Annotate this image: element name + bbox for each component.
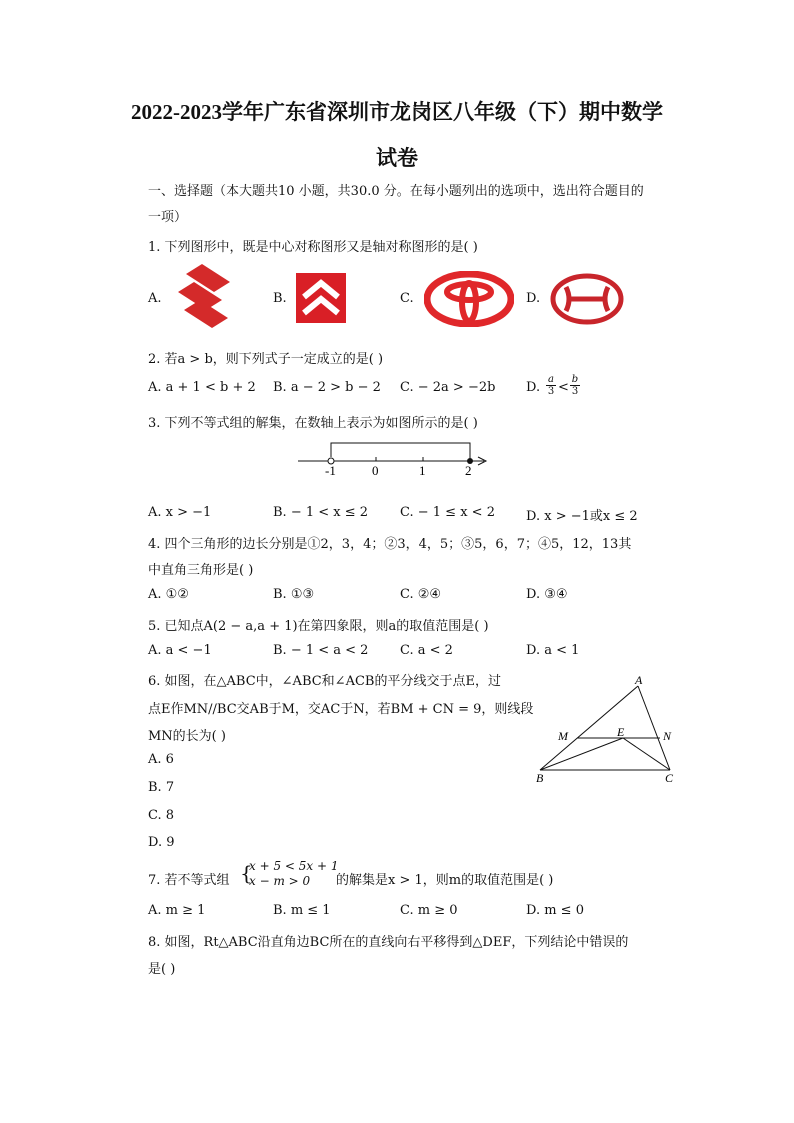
q1-option-b-label: B. (273, 291, 287, 306)
point-m-label: M (558, 729, 568, 743)
q2-d-fraction-2 (570, 374, 580, 397)
point-c-label: C (665, 771, 674, 785)
q7-option-a: A. m ≥ 1 (148, 903, 206, 918)
suzuki-logo-icon (172, 262, 242, 330)
section1-line2: 一项） (148, 210, 188, 225)
title-line1: 2022-2023学年广东省深圳市龙岗区八年级（下）期中数学 (131, 100, 663, 124)
point-e-label: E (617, 725, 625, 739)
q6-option-c: C. 8 (148, 808, 175, 823)
q2-stem: 2. 若a > b，则下列式子一定成立的是( ) (148, 352, 384, 367)
q1-option-c-label: C. (400, 291, 414, 306)
q4-option-b: B. ①③ (273, 587, 315, 602)
q6-option-a: A. 6 (148, 752, 174, 767)
q2-option-d-label: D. (526, 380, 541, 395)
q4-option-d: D. ③④ (526, 587, 568, 602)
q3-option-d: D. x > −1或x ≤ 2 (526, 509, 638, 524)
q5-option-a: A. a < −1 (148, 643, 212, 658)
q6-option-b: B. 7 (148, 780, 175, 795)
q2-d-less-than: < (558, 380, 569, 395)
fraction-numerator: a (546, 374, 556, 386)
brace-symbol: { (240, 861, 253, 885)
section1-line1: 一、选择题（本大题共10 小题，共30.0 分。在每小题列出的选项中，选出符合题目的 (148, 184, 644, 199)
tick-label-2: 2 (465, 463, 472, 478)
q7-option-c: C. m ≥ 0 (400, 903, 458, 918)
q3-stem: 3. 下列不等式组的解集，在数轴上表示为如图所示的是( ) (148, 416, 478, 431)
q3-option-c: C. − 1 ≤ x < 2 (400, 505, 495, 520)
q2-option-a: A. a + 1 < b + 2 (148, 380, 256, 395)
q4-stem-line2: 中直角三角形是( ) (148, 563, 254, 578)
point-b-label: B (536, 771, 544, 785)
q4-stem-line1: 4. 四个三角形的边长分别是①2，3，4；②3，4，5；③5，6，7；④5，12，13其 (148, 537, 632, 552)
q1-option-d-label: D. (526, 291, 541, 306)
q5-stem: 5. 已知点A(2 − a,a + 1)在第四象限，则a的取值范围是( ) (148, 619, 489, 634)
q2-option-c: C. − 2a > −2b (400, 380, 496, 395)
q6-stem-line3: MN的长为( ) (148, 729, 226, 744)
q8-stem-line2: 是( ) (148, 962, 176, 977)
tick-label-neg1: -1 (325, 463, 336, 478)
citroen-logo-icon (296, 273, 346, 323)
title-line2: 试卷 (376, 146, 418, 170)
q3-option-a: A. x > −1 (148, 505, 212, 520)
solution-range-bracket (331, 443, 470, 461)
q5-option-d: D. a < 1 (526, 643, 580, 658)
q7-option-b: B. m ≤ 1 (273, 903, 331, 918)
fraction-denominator: 3 (547, 386, 555, 397)
toyota-logo-icon (424, 271, 514, 327)
q7-option-d: D. m ≤ 0 (526, 903, 584, 918)
q1-stem: 1. 下列图形中，既是中心对称图形又是轴对称图形的是( ) (148, 240, 478, 255)
q4-option-a: A. ①② (148, 587, 189, 602)
q8-stem-line1: 8. 如图，Rt△ABC沿直角边BC所在的直线向右平移得到△DEF，下列结论中错误的 (148, 935, 629, 950)
number-line-figure (294, 435, 494, 480)
q1-option-a-label: A. (148, 291, 162, 306)
q7-inequality-1: x + 5 < 5x + 1 (249, 859, 339, 873)
q7-inequality-2: x − m > 0 (249, 874, 311, 888)
q3-option-b: B. − 1 < x ≤ 2 (273, 505, 369, 520)
q5-option-b: B. − 1 < a < 2 (273, 643, 369, 658)
q6-stem-line1: 6. 如图，在△ABC中，∠ABC和∠ACB的平分线交于点E，过 (148, 674, 501, 689)
point-a-label: A (635, 673, 643, 687)
q5-option-c: C. a < 2 (400, 643, 453, 658)
triangle-figure (530, 670, 690, 790)
point-n-label: N (663, 729, 672, 743)
q7-stem-end: 的解集是x > 1，则m的取值范围是( ) (336, 873, 554, 888)
tick-label-0: 0 (372, 463, 379, 478)
q6-stem-line2: 点E作MN//BC交AB于M，交AC于N，若BM + CN = 9，则线段 (148, 702, 534, 717)
fraction-denominator: 3 (571, 386, 579, 397)
q2-option-b: B. a − 2 > b − 2 (273, 380, 381, 395)
q4-option-c: C. ②④ (400, 587, 442, 602)
tick-label-1: 1 (419, 463, 426, 478)
q2-d-fraction-1 (546, 374, 556, 397)
fraction-numerator: b (571, 374, 579, 385)
q6-option-d: D. 9 (148, 835, 175, 850)
q7-stem-start: 7. 若不等式组 (148, 873, 230, 888)
hino-logo-icon (550, 273, 624, 325)
